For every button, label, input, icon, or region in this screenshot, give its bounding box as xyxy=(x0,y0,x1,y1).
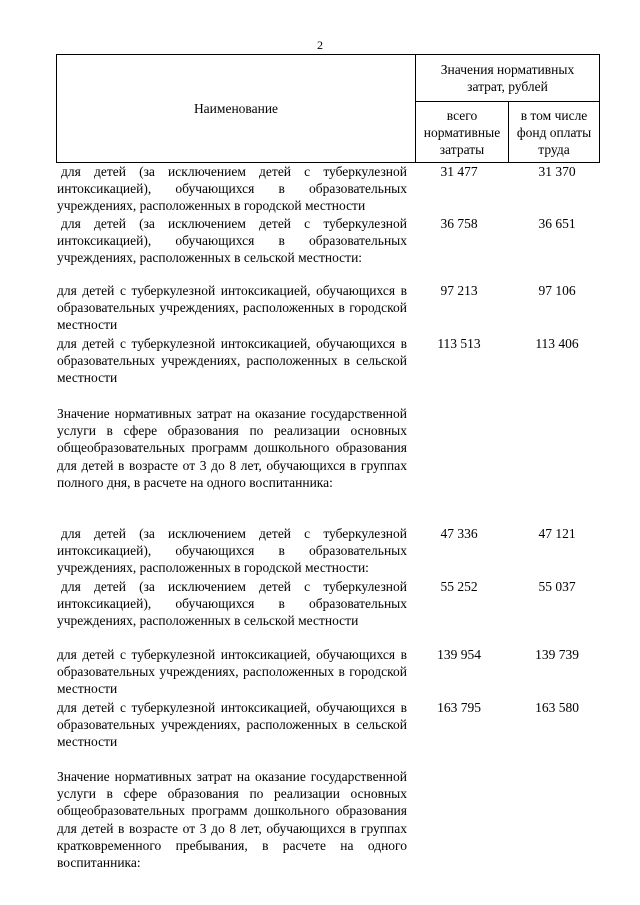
row-fot: 97 106 xyxy=(538,283,576,298)
row-total: 163 795 xyxy=(437,700,481,715)
row-name: для детей с туберкулезной интоксикацией, обучающихся в образовательных учреждениях, расположенных в сельской местности xyxy=(57,336,407,385)
header-values-cell xyxy=(415,54,600,102)
row-fot: 139 739 xyxy=(535,647,579,662)
row-name: для детей с туберкулезной интоксикацией, обучающихся в образовательных учреждениях, расположенных в сельской местности xyxy=(57,700,407,749)
row-total: 97 213 xyxy=(440,283,478,298)
row-total: 47 336 xyxy=(440,526,478,541)
header-fot-cell xyxy=(508,101,600,163)
row-name: для детей (за исключением детей с туберкулезной интоксикацией), обучающихся в образовательных учреждениях, расположенных в сельской местности xyxy=(57,579,407,628)
row-name: для детей (за исключением детей с туберкулезной интоксикацией), обучающихся в образовательных учреждениях, расположенных в сельской местности: xyxy=(57,216,407,265)
row-total: 36 758 xyxy=(440,216,478,231)
row-name: для детей (за исключением детей с туберкулезной интоксикацией), обучающихся в образовательных учреждениях, расположенных в городской местности: xyxy=(57,526,407,575)
row-fot: 55 037 xyxy=(538,579,576,594)
header-fot-label: в том числе фонд оплаты труда xyxy=(516,107,592,157)
row-total: 55 252 xyxy=(440,579,478,594)
row-total: 139 954 xyxy=(437,647,481,662)
row-name: для детей с туберкулезной интоксикацией, обучающихся в образовательных учреждениях, расположенных в городской местности xyxy=(57,283,407,332)
row-total: 31 477 xyxy=(440,164,478,179)
row-fot: 31 370 xyxy=(538,164,576,179)
row-fot: 163 580 xyxy=(535,700,579,715)
section-intro-short-stay: Значение нормативных затрат на оказание государственной услуги в сфере образования по реализации основных общеобразовательных программ дошкольного образования для детей в возрасте от 3 до 8 лет, обучающихся в группах кратковременного пребывания, в расчете на одного воспитанника: xyxy=(57,769,407,871)
section-intro-full-day: Значение нормативных затрат на оказание государственной услуги в сфере образования по реализации основных общеобразовательных программ дошкольного образования для детей в возрасте от 3 до 8 лет, обучающихся в группах полного дня, в расчете на одного воспитанника: xyxy=(57,406,407,490)
header-name-label: Наименование xyxy=(193,101,279,116)
row-fot: 47 121 xyxy=(538,526,576,541)
header-name-cell xyxy=(56,54,416,163)
row-name: для детей с туберкулезной интоксикацией, обучающихся в образовательных учреждениях, расположенных в городской местности xyxy=(57,647,407,696)
row-name: для детей (за исключением детей с туберкулезной интоксикацией), обучающихся в образовательных учреждениях, расположенных в городской местности xyxy=(57,164,407,213)
row-total: 113 513 xyxy=(437,336,481,351)
row-fot: 36 651 xyxy=(538,216,576,231)
page-number: 2 xyxy=(317,38,323,52)
header-total-cell xyxy=(415,101,509,163)
row-fot: 113 406 xyxy=(535,336,579,351)
header-values-label: Значения нормативных затрат, рублей xyxy=(440,62,575,94)
header-total-label: всего нормативные затраты xyxy=(423,107,501,157)
